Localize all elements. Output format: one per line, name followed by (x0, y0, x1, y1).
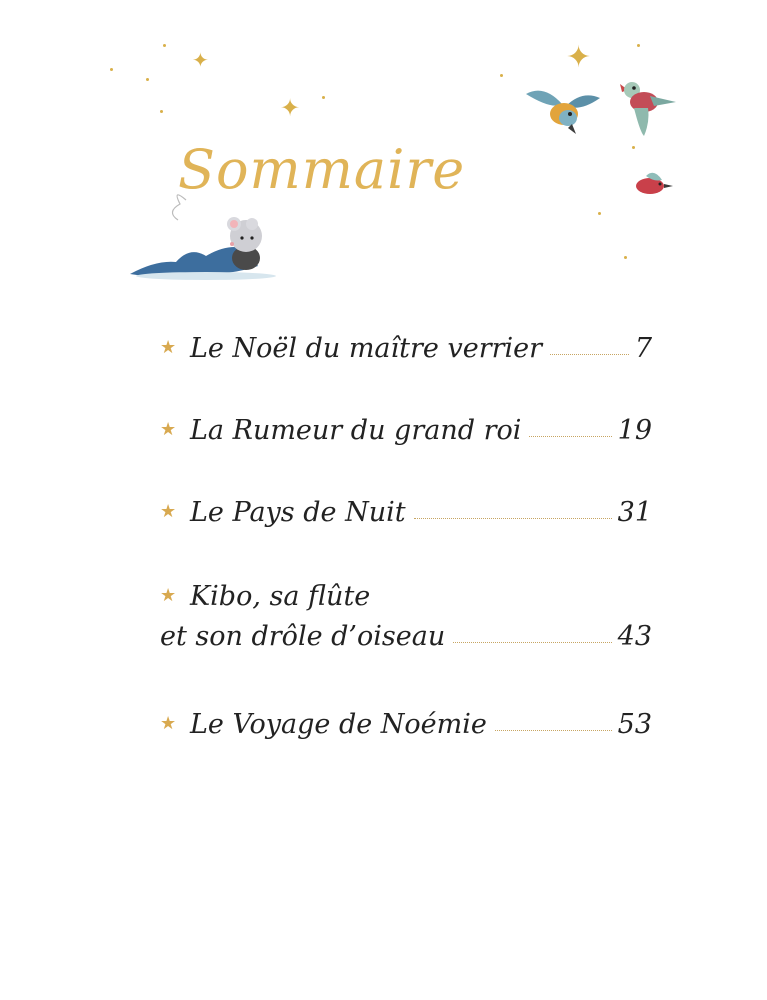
star-dot (624, 256, 627, 259)
toc-entry-title: La Rumeur du grand roi (190, 415, 522, 446)
star-dot (598, 212, 601, 215)
toc-page-number: 53 (617, 709, 652, 740)
star-dot (110, 68, 113, 71)
star-icon: ★ (160, 419, 177, 440)
blue-bird-illustration (522, 84, 604, 140)
dotted-leader (414, 517, 612, 519)
mouse-with-blanket-illustration (126, 190, 286, 282)
star-dot (632, 146, 635, 149)
toc-page-number: 19 (617, 415, 652, 446)
sparkle-icon: ✦ (566, 40, 592, 75)
toc-page-number: 7 (634, 333, 652, 364)
star-icon: ★ (160, 337, 177, 358)
toc-entry-title: Le Pays de Nuit (190, 497, 406, 528)
toc-entry-title: Le Noël du maître verrier (190, 333, 543, 364)
toc-entry[interactable] (160, 488, 652, 528)
star-dot (322, 96, 325, 99)
toc-page-number: 43 (617, 621, 652, 652)
red-bird-illustration (632, 170, 674, 198)
toc-entry-title-line2: et son drôle d’oiseau (160, 621, 446, 652)
sparkle-icon: ✦ (192, 48, 209, 72)
star-dot (146, 78, 149, 81)
star-icon: ★ (160, 501, 177, 522)
toc-entry-title-line1: Kibo, sa flûte (190, 581, 371, 612)
dotted-leader (529, 435, 611, 437)
star-dot (160, 110, 163, 113)
dotted-leader (453, 641, 611, 643)
toc-entry[interactable] (160, 572, 652, 652)
toc-entry[interactable] (160, 324, 652, 364)
pink-bird-illustration (614, 74, 678, 140)
star-dot (637, 44, 640, 47)
dotted-leader (495, 729, 612, 731)
star-icon: ★ (160, 585, 177, 606)
toc-entry-title: Le Voyage de Noémie (190, 709, 487, 740)
toc-page-number: 31 (617, 497, 652, 528)
page-title: Sommaire (178, 138, 466, 201)
toc-entry[interactable] (160, 406, 652, 446)
dotted-leader (550, 353, 629, 355)
toc-entry[interactable] (160, 700, 652, 740)
star-dot (163, 44, 166, 47)
star-dot (500, 74, 503, 77)
sparkle-icon: ✦ (280, 94, 301, 122)
star-icon: ★ (160, 713, 177, 734)
